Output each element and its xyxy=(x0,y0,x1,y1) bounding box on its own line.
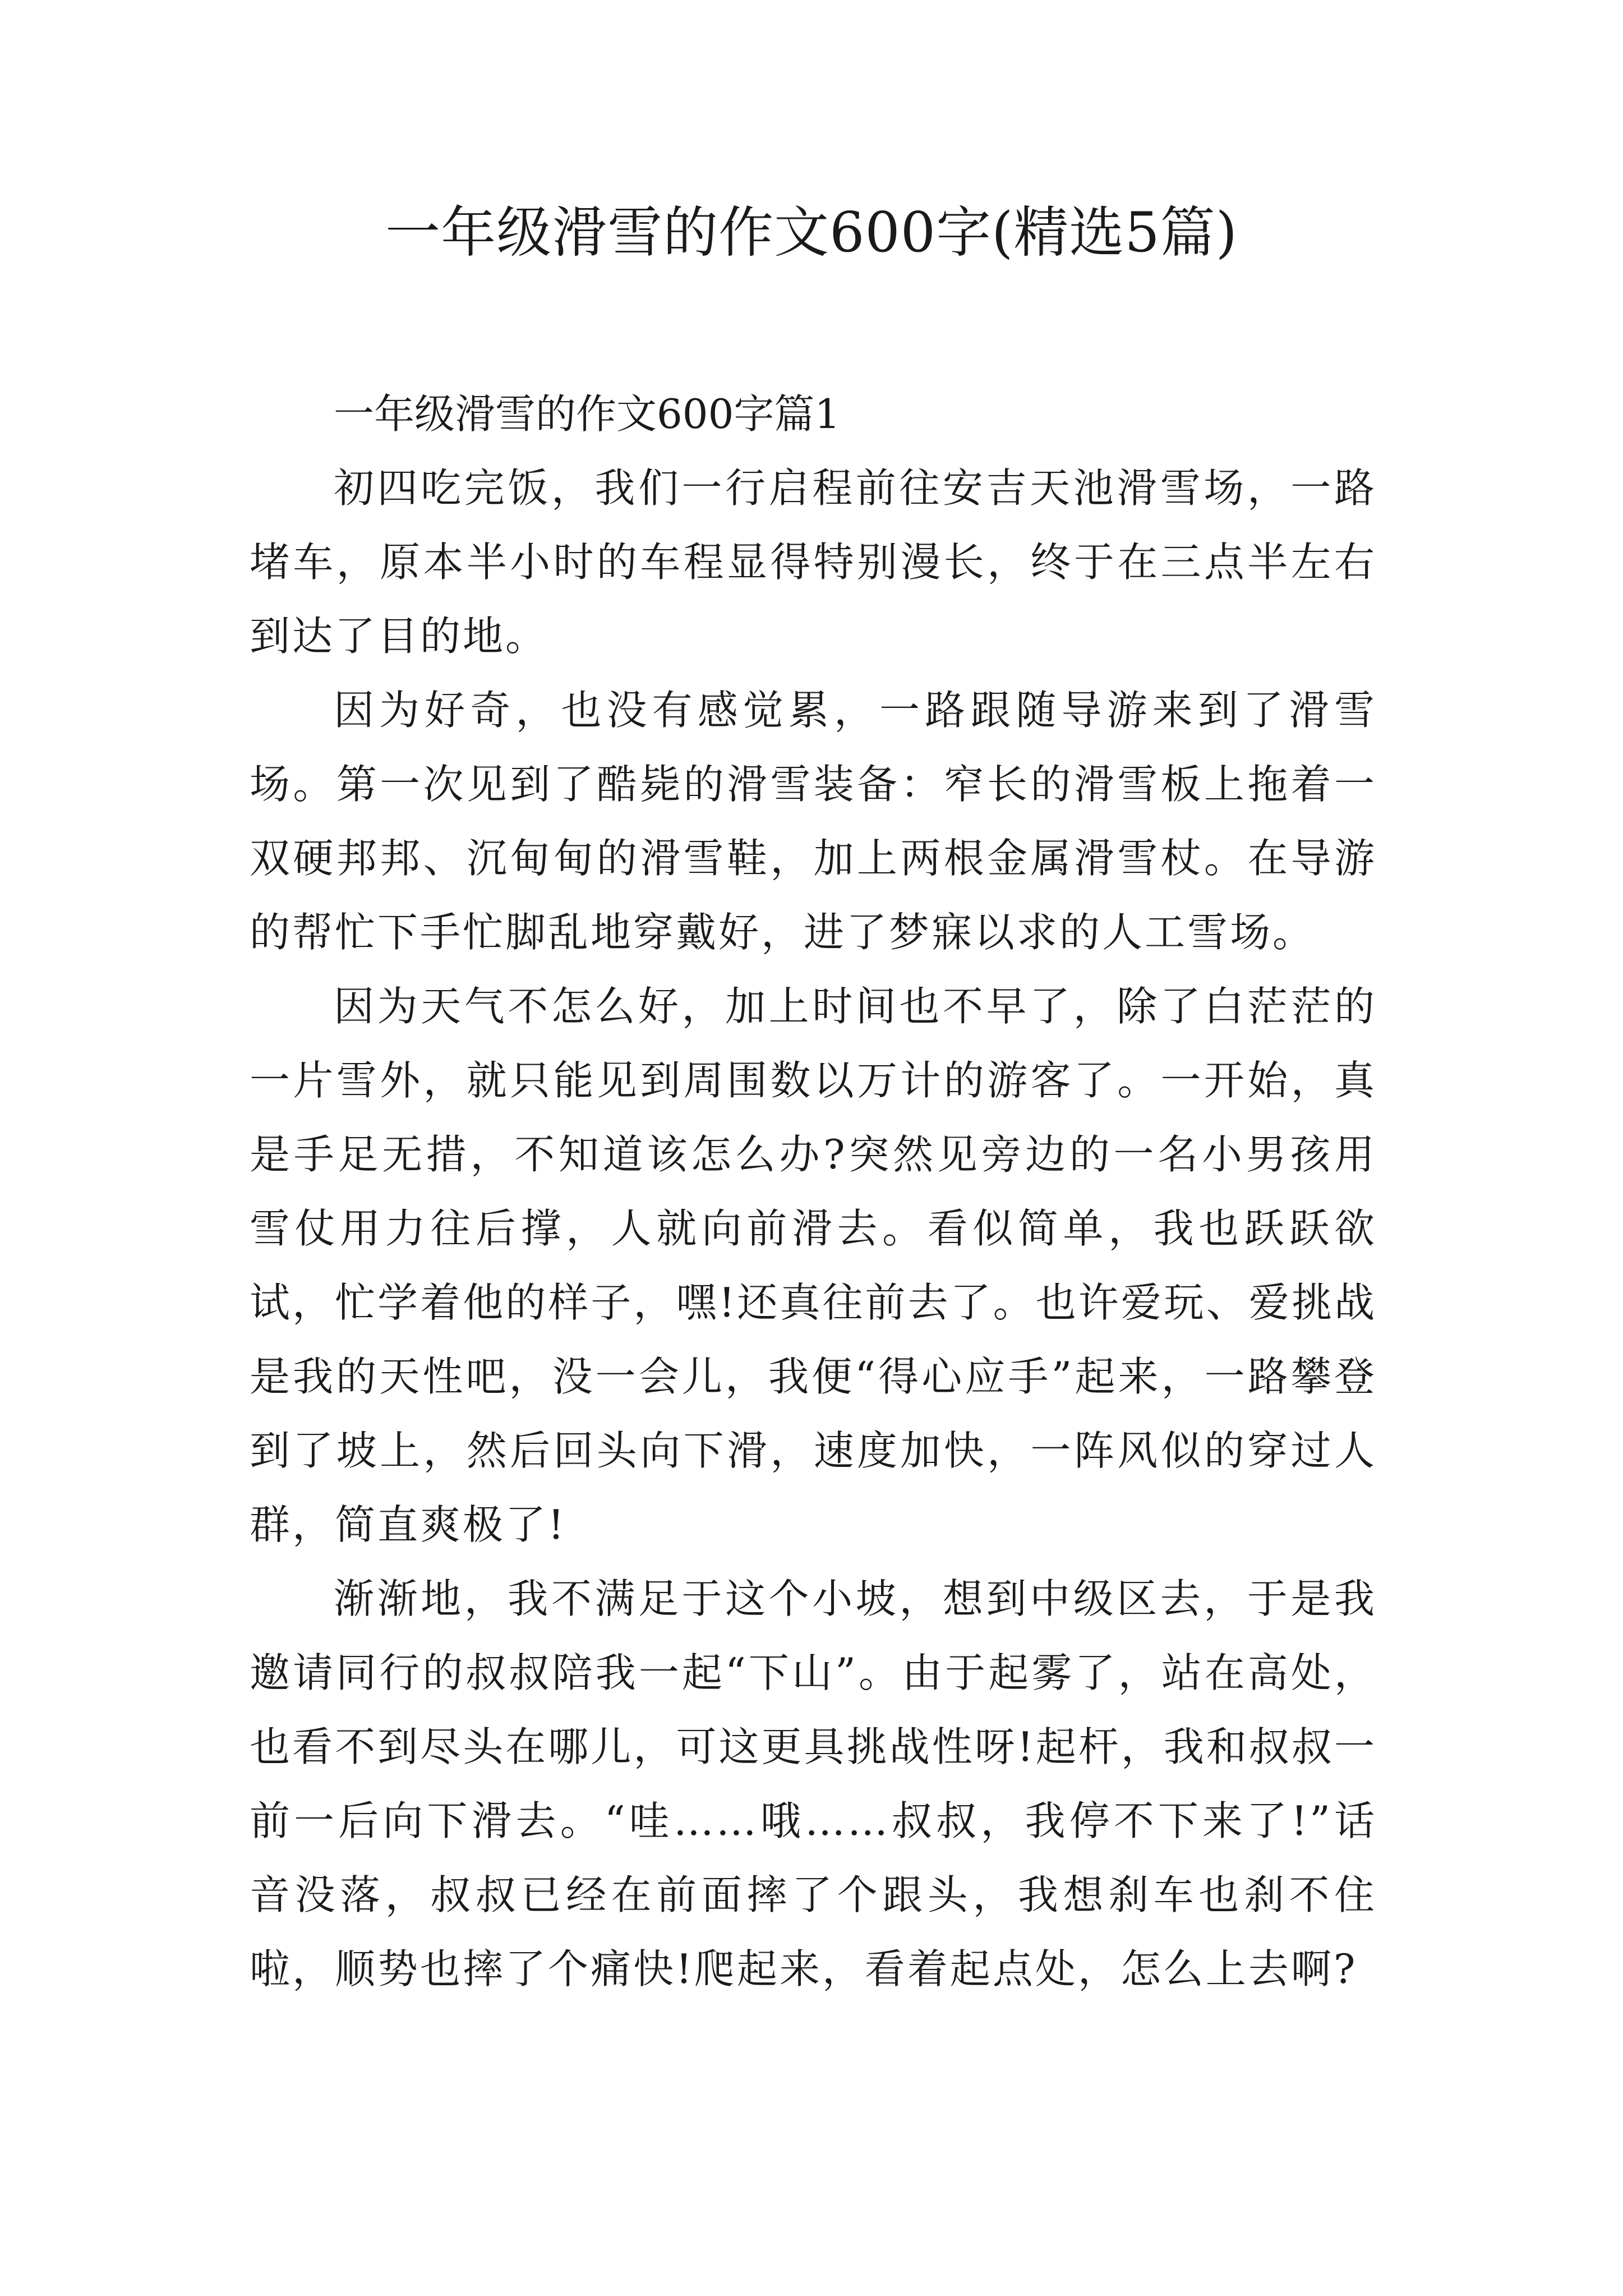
section-heading: 一年级滑雪的作文600字篇1 xyxy=(334,390,841,438)
paragraph-1: 初四吃完饭，我们一行启程前往安吉天池滑雪场，一路堵车，原本半小时的车程显得特别漫长，终于在三点半左右到达了目的地。 xyxy=(250,464,1377,660)
paragraph-3: 因为天气不怎么好，加上时间也不早了，除了白茫茫的一片雪外，就只能见到周围数以万计的游客了。一开始，真是手足无措，不知道该怎么办?突然见旁边的一名小男孩用雪仗用力往后撑，人就向前滑去。看似简单，我也跃跃欲试，忙学着他的样子，嘿!还真往前去了。也许爱玩、爱挑战是我的天性吧，没一会儿，我便“得心应手”起来，一路攀登到了坡上，然后回头向下滑，速度加快，一阵风似的穿过人群，简直爽极了! xyxy=(250,983,1377,1548)
document-title: 一年级滑雪的作文600字(精选5篇) xyxy=(385,201,1238,265)
paragraph-2: 因为好奇，也没有感觉累，一路跟随导游来到了滑雪场。第一次见到了酷毙的滑雪装备：窄长的滑雪板上拖着一双硬邦邦、沉甸甸的滑雪鞋，加上两根金属滑雪杖。在导游的帮忙下手忙脚乱地穿戴好，进了梦寐以求的人工雪场。 xyxy=(250,687,1377,956)
document-body xyxy=(250,377,1377,2006)
paragraph-4: 渐渐地，我不满足于这个小坡，想到中级区去，于是我邀请同行的叔叔陪我一起“下山”。由于起雾了，站在高处，也看不到尽头在哪儿，可这更具挑战性呀!起杆，我和叔叔一前一后向下滑去。“哇……哦……叔叔，我停不下来了!”话音没落，叔叔已经在前面摔了个跟头，我想刹车也刹不住啦，顺势也摔了个痛快!爬起来，看着起点处，怎么上去啊? xyxy=(250,1575,1377,1993)
